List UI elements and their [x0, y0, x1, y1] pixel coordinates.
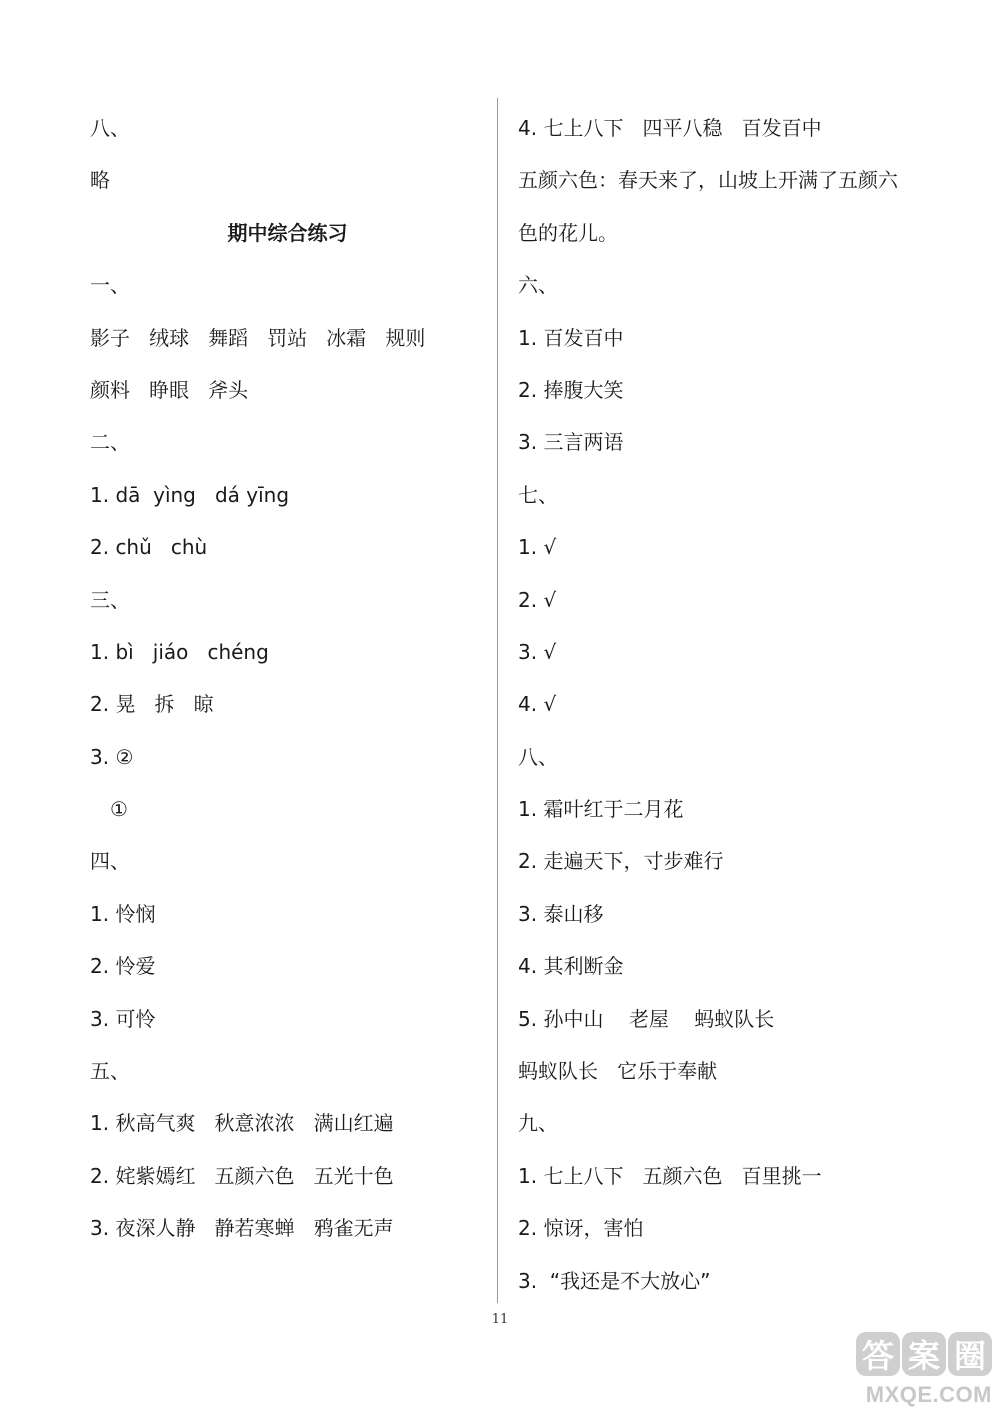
- answer-line: 略: [90, 168, 110, 193]
- left-column: [90, 102, 485, 1255]
- answer-line: 八、: [90, 116, 130, 140]
- answer-line: 五颜六色：春天来了，山坡上开满了五颜六: [518, 168, 898, 193]
- watermark-logo-char: 答: [856, 1332, 900, 1376]
- answer-line: ①: [110, 797, 128, 822]
- answer-line: 3. ②: [90, 744, 134, 769]
- answer-line: 七、: [518, 482, 558, 507]
- answer-line: 2. 姹紫嫣红 五颜六色 五光十色: [90, 1163, 394, 1188]
- answer-line: 2. 走遍天下，寸步难行: [518, 849, 724, 874]
- answer-line: 三、: [90, 587, 130, 612]
- answer-line: 5. 孙中山 老屋 蚂蚁队长: [518, 1006, 775, 1031]
- answer-line: 1. √: [518, 535, 557, 560]
- watermark: [842, 1330, 992, 1408]
- answer-line: 1. 霜叶红于二月花: [518, 797, 684, 822]
- answer-line: 4. √: [518, 692, 557, 717]
- answer-line: 颜料 睁眼 斧头: [90, 377, 249, 402]
- section-title: 期中综合练习: [227, 220, 348, 245]
- answer-line: 五、: [90, 1059, 130, 1084]
- answer-line: 3. “我还是不大放心”: [518, 1268, 711, 1293]
- answer-line: 色的花儿。: [518, 220, 618, 245]
- answer-line: 1. dā yìng dá yīng: [90, 482, 290, 507]
- watermark-logo-char: 案: [902, 1332, 946, 1376]
- answer-line: 4. 其利断金: [518, 954, 624, 979]
- answer-line: 2. 怜爱: [90, 954, 156, 979]
- answer-line: 3. 泰山移: [518, 901, 604, 926]
- watermark-logo: [842, 1330, 992, 1378]
- answer-line: 3. 三言两语: [518, 430, 624, 455]
- column-divider: [497, 98, 498, 1303]
- answer-line: 2. 捧腹大笑: [518, 377, 624, 402]
- answer-line: 1. 百发百中: [518, 325, 624, 350]
- watermark-url: MXQE.COM: [865, 1382, 992, 1407]
- answer-line: 4. 七上八下 四平八稳 百发百中: [518, 116, 822, 140]
- answer-line: 蚂蚁队长 它乐于奉献: [518, 1059, 718, 1084]
- answer-line: 3. 夜深人静 静若寒蝉 鸦雀无声: [90, 1216, 394, 1241]
- answer-line: 1. 七上八下 五颜六色 百里挑一: [518, 1163, 822, 1188]
- answer-line: 3. √: [518, 639, 557, 664]
- answer-line: 2. 惊讶，害怕: [518, 1216, 644, 1241]
- answer-line: 2. 晃 拆 晾: [90, 692, 214, 717]
- answer-line: 2. √: [518, 587, 557, 612]
- answer-line: 3. 可怜: [90, 1006, 156, 1031]
- answer-line: 一、: [90, 273, 130, 298]
- answer-line: 2. chǔ chù: [90, 535, 208, 560]
- answer-line: 六、: [518, 273, 558, 298]
- answer-line: 四、: [90, 849, 130, 874]
- page-number: 11: [491, 1312, 509, 1327]
- answer-line: 二、: [90, 430, 130, 455]
- answer-line: 1. 秋高气爽 秋意浓浓 满山红遍: [90, 1111, 394, 1136]
- answer-line: 影子 绒球 舞蹈 罚站 冰霜 规则: [90, 325, 426, 350]
- answer-line: 八、: [518, 744, 558, 769]
- watermark-logo-char: 圈: [948, 1332, 992, 1376]
- answer-line: 1. 怜悯: [90, 901, 156, 926]
- answer-line: 九、: [518, 1111, 558, 1136]
- answer-line: 1. bì jiáo chéng: [90, 639, 269, 664]
- right-column: [518, 102, 958, 1307]
